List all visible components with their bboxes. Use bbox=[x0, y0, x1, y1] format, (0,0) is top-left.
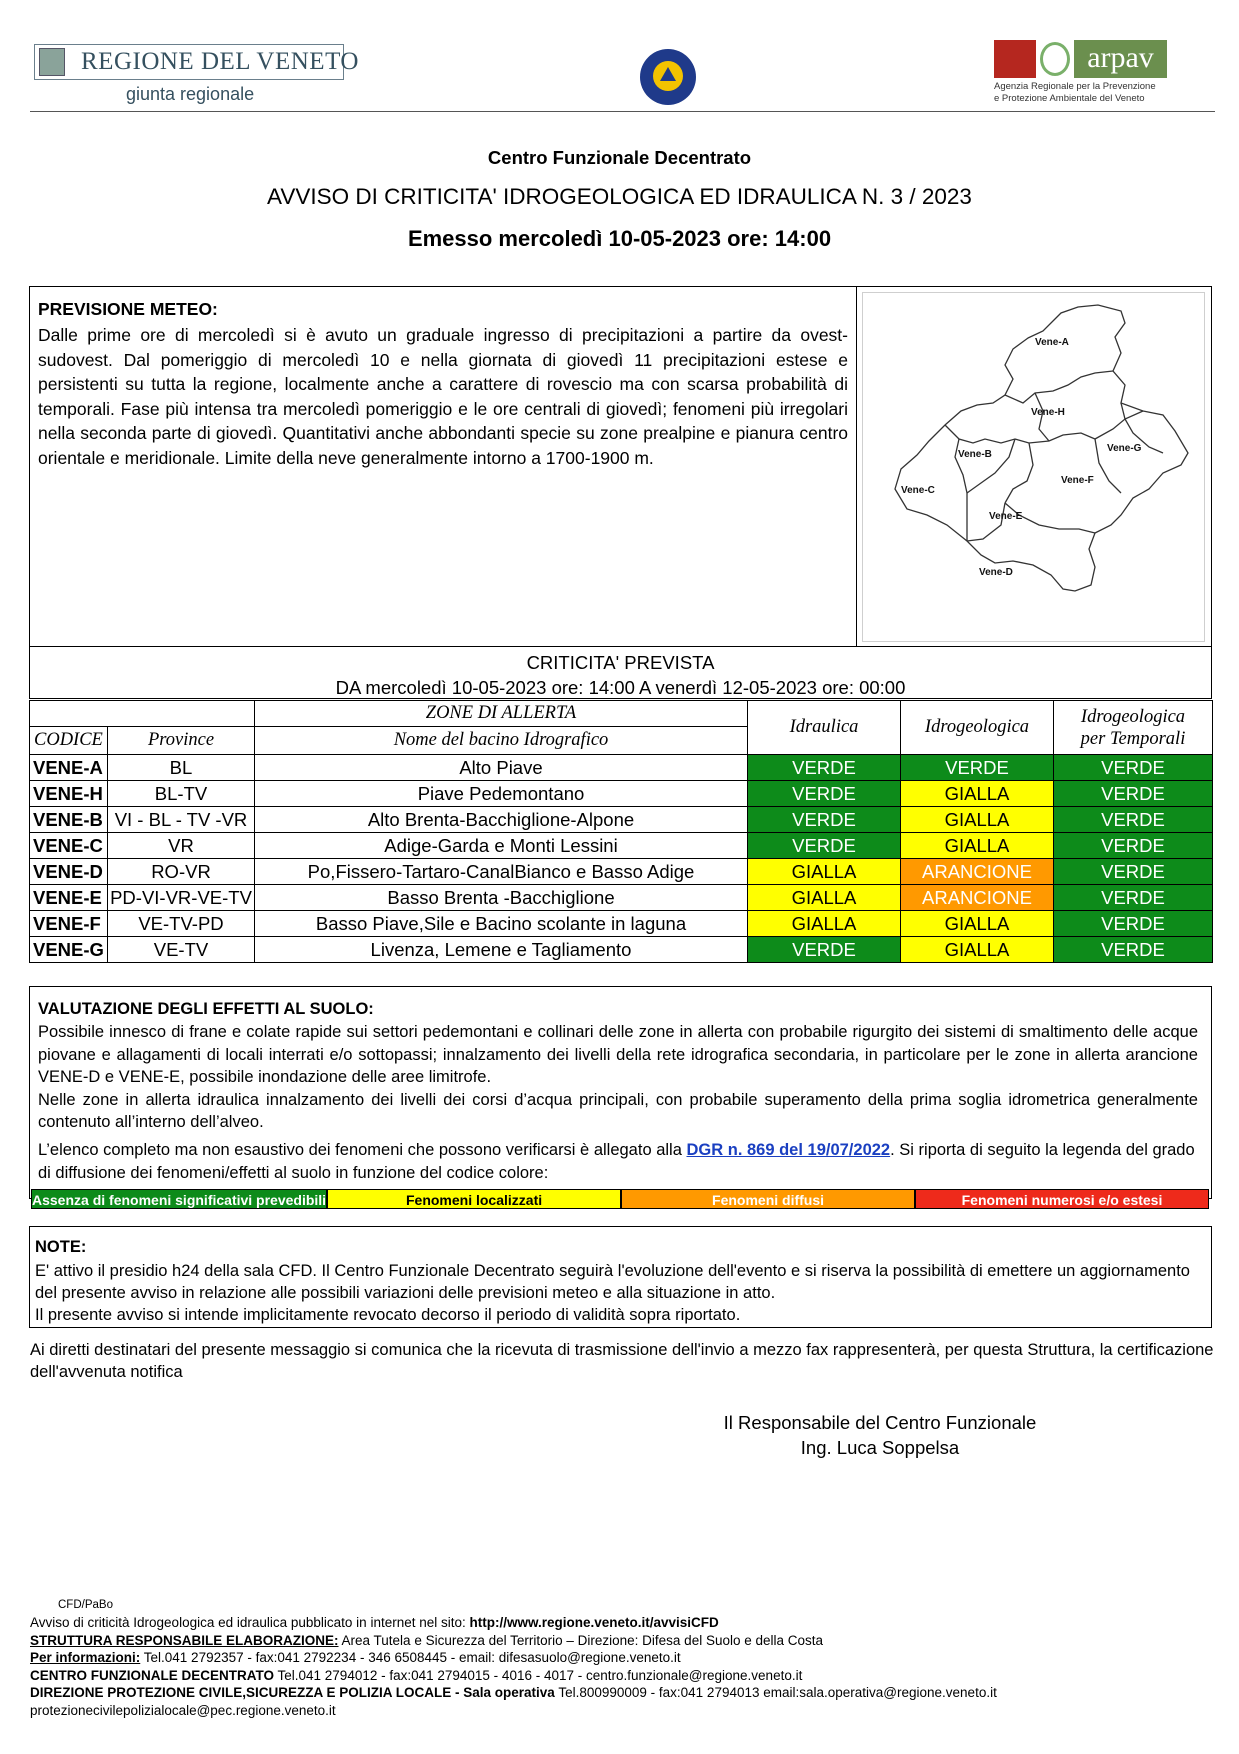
footer-line-1: Avviso di criticità Idrogeologica ed idraulica pubblicato in internet nel sito: http://www.regione.veneto.it/avvisiCFD bbox=[30, 1615, 719, 1630]
destinatari-text: Ai diretti destinatari del presente messaggio si comunica che la ricevuta di trasmissione dell'invio a mezzo fax rappresenterà, per questa Struttura, la certificazione dell'avvenuta notifica bbox=[30, 1341, 1214, 1381]
zone-province: BL bbox=[108, 755, 255, 781]
zone-code: VENE-H bbox=[30, 781, 108, 807]
arpav-logo-description: Agenzia Regionale per la Prevenzione e Protezione Ambientale del Veneto bbox=[994, 81, 1156, 104]
header-temporali: Idrogeologica per Temporali bbox=[1054, 701, 1213, 755]
zone-code: VENE-B bbox=[30, 807, 108, 833]
map-label-vene-b: Vene-B bbox=[958, 449, 992, 460]
zone-province: PD-VI-VR-VE-TV bbox=[108, 885, 255, 911]
criticita-period: DA mercoledì 10-05-2023 ore: 14:00 A venerdì 12-05-2023 ore: 00:00 bbox=[335, 677, 906, 698]
veneto-zones-map bbox=[863, 293, 1204, 641]
dgr-link[interactable]: DGR n. 869 del 19/07/2022 bbox=[686, 1141, 891, 1159]
level-temporali: VERDE bbox=[1054, 833, 1213, 859]
header-province: Province bbox=[108, 727, 255, 755]
zone-basin: Adige-Garda e Monti Lessini bbox=[255, 833, 748, 859]
center-title: Centro Funzionale Decentrato bbox=[487, 147, 752, 168]
level-temporali: VERDE bbox=[1054, 885, 1213, 911]
winged-lion-icon bbox=[994, 40, 1036, 78]
cfd-code: CFD/PaBo bbox=[58, 1599, 113, 1611]
map-label-vene-c: Vene-C bbox=[901, 485, 935, 496]
header-idrogeologica: Idrogeologica bbox=[901, 701, 1054, 755]
header-idraulica: Idraulica bbox=[748, 701, 901, 755]
level-idrogeologica: GIALLA bbox=[901, 781, 1054, 807]
footer-line-3: Per informazioni: Tel.041 2792357 - fax:041 2792234 - 346 6508445 - email: difesasuolo@regione.veneto.it bbox=[30, 1650, 681, 1665]
legend-item: Assenza di fenomeni significativi prevedibili bbox=[31, 1189, 327, 1209]
arpav-symbol-icon bbox=[1040, 42, 1070, 76]
meteo-text: Dalle prime ore di mercoledì si è avuto un graduale ingresso di precipitazioni a partire da ovest-sudovest. Dal pomeriggio di mercoledì 10 e nella giornata di giovedì 11 precipitazioni estese e persistenti su tutta la regione, localmente anche a carattere di rovescio ma con scarsa probabilità di temporali. Fase più intensa tra mercoledì pomeriggio e le ore centrali di giovedì; fenomeni più irregolari nella seconda parte di giovedì. Quantitativi anche abbondanti specie su zone prealpine e pianura centro orientale e meridionale. Limite della neve generalmente intorno a 1700-1900 m. bbox=[38, 325, 848, 468]
level-temporali: VERDE bbox=[1054, 937, 1213, 963]
header-codice: CODICE bbox=[30, 727, 108, 755]
level-idraulica: VERDE bbox=[748, 755, 901, 781]
signature-name: Ing. Luca Soppelsa bbox=[800, 1437, 960, 1458]
alert-zones-map bbox=[862, 292, 1205, 642]
level-temporali: VERDE bbox=[1054, 755, 1213, 781]
signature bbox=[600, 1410, 1160, 1460]
footer bbox=[30, 1614, 1220, 1719]
zone-basin: Piave Pedemontano bbox=[255, 781, 748, 807]
table-header-row-1 bbox=[30, 701, 1213, 727]
map-label-vene-e: Vene-E bbox=[989, 511, 1023, 522]
table-row bbox=[30, 885, 1213, 911]
footer-line-4: CENTRO FUNZIONALE DECENTRATO Tel.041 2794012 - fax:041 2794015 - 4016 - 4017 - centro.funzionale@regione.veneto.it bbox=[30, 1667, 803, 1683]
meteo-divider bbox=[856, 286, 857, 647]
legend-item: Fenomeni localizzati bbox=[327, 1189, 621, 1209]
level-temporali: VERDE bbox=[1054, 781, 1213, 807]
level-idraulica: GIALLA bbox=[748, 911, 901, 937]
map-label-vene-f: Vene-F bbox=[1061, 475, 1094, 486]
valutazione-legend-intro: L’elenco completo ma non esaustivo dei fenomeni che possono verificarsi è allegato alla DGR n. 869 del 19/07/2022. Si riporta di seguito la legenda del grado di diffusione dei fenomeni/effetti al suolo in funzione del codice colore: bbox=[38, 1141, 1195, 1182]
level-idrogeologica: GIALLA bbox=[901, 937, 1054, 963]
zone-code: VENE-E bbox=[30, 885, 108, 911]
zone-province: BL-TV bbox=[108, 781, 255, 807]
zone-code: VENE-D bbox=[30, 859, 108, 885]
footer-line-5: DIREZIONE PROTEZIONE CIVILE,SICUREZZA E POLIZIA LOCALE - Sala operativa Tel.800990009 - fax:041 2794013 email:sala.operativa@regione.veneto.it bbox=[30, 1685, 997, 1700]
legend-item: Fenomeni diffusi bbox=[621, 1189, 915, 1209]
regione-logo-frame bbox=[34, 44, 359, 80]
valutazione-title: VALUTAZIONE DEGLI EFFETTI AL SUOLO: bbox=[38, 1000, 374, 1018]
arpav-logo-name: arpav bbox=[1074, 40, 1167, 78]
alert-zones-table bbox=[29, 700, 1213, 963]
criticita-title: CRITICITA' PREVISTA bbox=[526, 652, 715, 673]
note-title: NOTE: bbox=[35, 1238, 87, 1256]
zone-basin: Basso Brenta -Bacchiglione bbox=[255, 885, 748, 911]
level-idrogeologica: ARANCIONE bbox=[901, 885, 1054, 911]
table-row bbox=[30, 859, 1213, 885]
valutazione-p1: Possibile innesco di frane e colate rapide sui settori pedemontani e collinari delle zone in allerta con probabile rigurgito dei sistemi di smaltimento delle acque piovane e allagamenti di locali interrati e/o sottopassi; innalzamento dei livelli della rete idrografica secondaria, in particolare per le zone in allerta arancione VENE-D e VENE-E, possibile inondazione delle aree limitrofe. bbox=[38, 1023, 1198, 1086]
table-row bbox=[30, 833, 1213, 859]
zone-province: VI - BL - TV -VR bbox=[108, 807, 255, 833]
level-idrogeologica: GIALLA bbox=[901, 833, 1054, 859]
zone-basin: Alto Brenta-Bacchiglione-Alpone bbox=[255, 807, 748, 833]
level-idraulica: GIALLA bbox=[748, 859, 901, 885]
map-label-vene-d: Vene-D bbox=[979, 567, 1013, 578]
meteo-title: PREVISIONE METEO: bbox=[38, 299, 218, 319]
zone-province: VE-TV-PD bbox=[108, 911, 255, 937]
level-idraulica: VERDE bbox=[748, 781, 901, 807]
header-divider bbox=[30, 111, 1215, 112]
level-idrogeologica: GIALLA bbox=[901, 807, 1054, 833]
map-label-vene-g: Vene-G bbox=[1107, 443, 1142, 454]
avvisi-url-link[interactable]: http://www.regione.veneto.it/avvisiCFD bbox=[469, 1615, 719, 1630]
protezione-civile-logo-icon bbox=[640, 49, 696, 105]
valutazione-text bbox=[38, 1021, 1198, 1134]
level-idraulica: GIALLA bbox=[748, 885, 901, 911]
level-idrogeologica: GIALLA bbox=[901, 911, 1054, 937]
zone-code: VENE-A bbox=[30, 755, 108, 781]
regione-veneto-logo bbox=[34, 44, 359, 110]
emission-date: Emesso mercoledì 10-05-2023 ore: 14:00 bbox=[407, 226, 832, 251]
zone-basin: Po,Fissero-Tartaro-CanalBianco e Basso Adige bbox=[255, 859, 748, 885]
color-legend bbox=[31, 1189, 1209, 1209]
zone-rows bbox=[30, 755, 1213, 963]
level-temporali: VERDE bbox=[1054, 807, 1213, 833]
header-zone-di-allerta: ZONE DI ALLERTA bbox=[255, 701, 748, 727]
level-idrogeologica: VERDE bbox=[901, 755, 1054, 781]
zone-province: VE-TV bbox=[108, 937, 255, 963]
map-label-vene-h: Vene-H bbox=[1031, 407, 1065, 418]
map-label-vene-a: Vene-A bbox=[1035, 337, 1069, 348]
footer-line-6: protezionecivilepolizialocale@pec.regione.veneto.it bbox=[30, 1702, 336, 1718]
signature-role: Il Responsabile del Centro Funzionale bbox=[723, 1412, 1037, 1433]
zone-basin: Livenza, Lemene e Tagliamento bbox=[255, 937, 748, 963]
level-idraulica: VERDE bbox=[748, 807, 901, 833]
table-row bbox=[30, 911, 1213, 937]
avviso-title: AVVISO DI CRITICITA' IDROGEOLOGICA ED IDRAULICA N. 3 / 2023 bbox=[267, 184, 972, 209]
header-bacino: Nome del bacino Idrografico bbox=[255, 727, 748, 755]
zone-basin: Basso Piave,Sile e Bacino scolante in laguna bbox=[255, 911, 748, 937]
zone-code: VENE-G bbox=[30, 937, 108, 963]
note-text: E' attivo il presidio h24 della sala CFD. Il Centro Funzionale Decentrato seguirà l'evoluzione dell'evento e si riserva la possibilità di emettere un aggiornamento del presente avviso in relazione alle possibili variazioni delle previsioni meteo e alla situazione in atto. Il presente avviso si intende implicitamente revocato decorso il periodo di validità sopra riportato. bbox=[35, 1262, 1190, 1324]
table-row bbox=[30, 937, 1213, 963]
level-temporali: VERDE bbox=[1054, 911, 1213, 937]
level-idraulica: VERDE bbox=[748, 937, 901, 963]
valutazione-p1b: Nelle zone in allerta idraulica innalzamento dei livelli dei corsi d’acqua principali, con probabile superamento della prima soglia idrometrica generalmente contenuto all’interno dell’alveo. bbox=[38, 1090, 1198, 1131]
legend-item: Fenomeni numerosi e/o estesi bbox=[915, 1189, 1209, 1209]
regione-logo-title: REGIONE DEL VENETO bbox=[81, 48, 359, 75]
footer-line-2: STRUTTURA RESPONSABILE ELABORAZIONE: Area Tutela e Sicurezza del Territorio – Direzione: Difesa del Suolo e della Costa bbox=[30, 1632, 824, 1648]
zone-province: RO-VR bbox=[108, 859, 255, 885]
level-idrogeologica: ARANCIONE bbox=[901, 859, 1054, 885]
table-row bbox=[30, 755, 1213, 781]
lion-crest-icon bbox=[39, 48, 65, 76]
level-idraulica: VERDE bbox=[748, 833, 901, 859]
arpav-logo bbox=[994, 40, 1174, 106]
level-temporali: VERDE bbox=[1054, 859, 1213, 885]
zone-code: VENE-C bbox=[30, 833, 108, 859]
zone-code: VENE-F bbox=[30, 911, 108, 937]
zone-province: VR bbox=[108, 833, 255, 859]
table-row bbox=[30, 807, 1213, 833]
zone-basin: Alto Piave bbox=[255, 755, 748, 781]
regione-logo-subtitle: giunta regionale bbox=[126, 84, 255, 104]
table-row bbox=[30, 781, 1213, 807]
